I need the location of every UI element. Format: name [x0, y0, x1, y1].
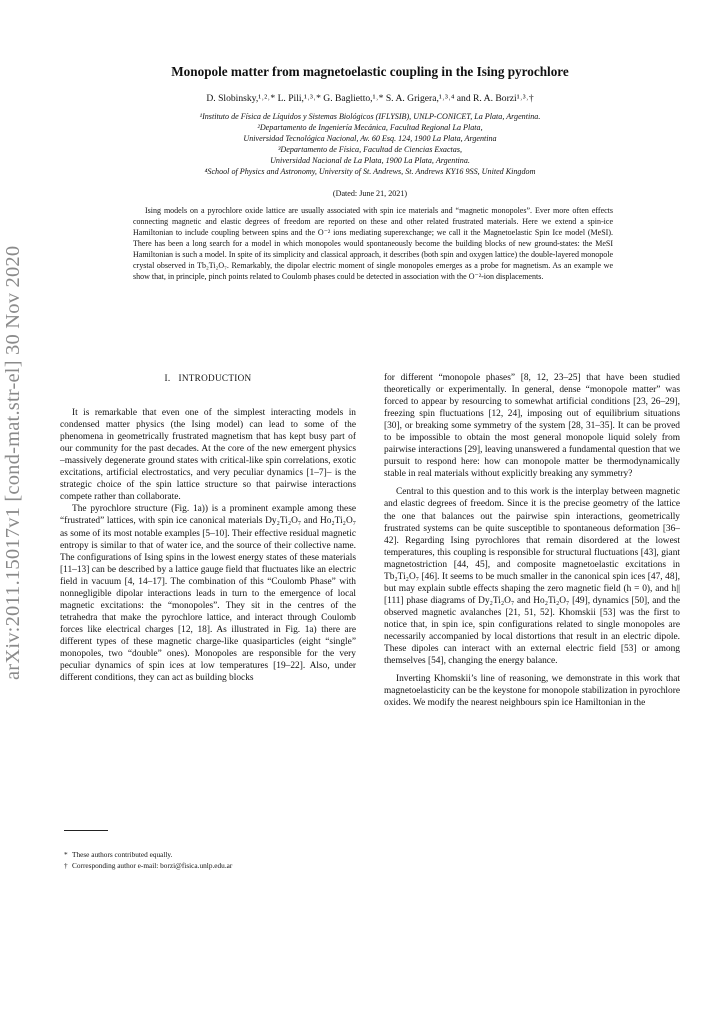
footnote-mark: *	[64, 850, 68, 859]
footnote-text: These authors contributed equally.	[72, 850, 173, 859]
body-paragraph: for different “monopole phases” [8, 12, 23–25] that have been studied theoretically or experimentally. In general, dense “monopole matter” was forced to appear by resourcing to somewhat artificial conditions [23, 26–29], freezing spin fluctuations [12, 24], imposing out of equilibrium situations [30], or breaking some symmetry of the system [28, 31–35]. It can be proved to be impossible to obtain the most general monopole liquid solely from pairwise interactions [29], leaving unanswered a fundamental question that we pursuit to respond here: how can monopole matter be thermodynamically stable in real materials without explicitly breaking any symmetry?	[384, 373, 680, 480]
abstract	[133, 206, 613, 283]
body-paragraph: Inverting Khomskii’s line of reasoning, we demonstrate in this work that magnetoelasticity can be the keystone for monopole stabilization in pyrochlore oxides. We modify the nearest neighbours spin ice Hamiltonian in the	[384, 674, 681, 709]
section-title: INTRODUCTION	[178, 373, 252, 383]
paper-title: Monopole matter from magnetoelastic coupling in the Ising pyrochlore	[171, 64, 569, 79]
date-line: (Dated: June 21, 2021)	[332, 189, 408, 198]
footnote	[64, 850, 360, 861]
affiliation-line: ³Departamento de Física, Facultad de Ciencias Exactas,	[277, 145, 463, 155]
affiliations	[70, 111, 670, 178]
body-paragraph: It is remarkable that even one of the simplest interacting models in condensed matter physics (the Ising model) can lead to some of the phenomena in geometrically frustrated magnetism that has kept busy part of our community for the past decades. At the core of the new emergent physics –massively degenerate ground states with critical-like spin correlations, exotic excitations, artificial electrostatics, and very peculiar dynamics [1–7]– is the strategic choice of the spin lattice structure so that pairwise interactions compete rather than collaborate.	[60, 408, 356, 503]
section-number: I.	[164, 373, 171, 383]
footnote	[64, 861, 360, 872]
right-column	[384, 372, 680, 709]
affiliation-line: ⁴School of Physics and Astronomy, University of St. Andrews, St. Andrews KY16 9SS, United Kingdom	[204, 167, 536, 177]
footnotes	[64, 850, 360, 871]
left-column	[60, 372, 356, 684]
footnote-divider	[64, 830, 108, 831]
affiliation-line: ²Departamento de Ingeniería Mecánica, Facultad Regional La Plata,	[257, 123, 483, 133]
section-heading	[60, 372, 356, 384]
body-paragraph: Central to this question and to this work is the interplay between magnetic and elastic degrees of freedom. Since it is the precise geometry of the lattice the one that balances out the pairwise spin interactions, geometrically frustrated systems can be quite susceptible to spontaneous deformation [36–42]. Regarding Ising pyrochlores that remain disordered at the lowest temperatures, this coupling is responsible for structural fluctuations [43], giant magnetostriction [44, 45], and composite magnetoelastic excitations in Tb₂Ti₂O₇ [46]. It seems to be much smaller in the canonical spin ices [47, 48], but may explain subtle effects shaping the zero magnetic field (h = 0), and h||[111] phase diagrams of Dy₂Ti₂O₇ and Ho₂Ti₂O₇ [49], dynamics [50], and the observed magnetic avalanches [21, 51, 52]. Khomskii [53] was the first to notice that, in spin ice, spin configurations related to single monopoles are necessarily accompanied by local distortions that result in an electric dipole. These dipoles can interact with an external electric field [53] or among themselves [54], changing the energy balance.	[384, 487, 680, 667]
body-paragraph: The pyrochlore structure (Fig. 1a)) is a prominent example among these “frustrated” lattices, with spin ice canonical materials Dy₂Ti₂O₇ and Ho₂Ti₂O₇ as some of its most notable examples [5–10]. Their effective residual magnetic entropy is similar to that of water ice, and the source of their collective name. The configurations of Ising spins in the lowest energy states of these materials [11–13] can be described by a lattice gauge field that fluctuates like an electric field in vacuum [4, 14–17]. The combination of this “Coulomb Phase” with nonnegligible dipolar interactions leads in turn to the emergence of local magnetic excitations: the “monopoles”. They sit in the centres of the tetrahedra that make the pyrochlore lattice, and interact through Coulomb forces like electrical charges [12, 18]. As illustrated in Fig. 1a) there are different types of these magnetic charge-like quasiparticles (eight “single” monopoles, two “double” ones). Monopoles are responsible for the very peculiar dynamics of spin ices at low temperatures [19–22]. Also, under different conditions, they can act as building blocks	[60, 504, 356, 684]
affiliation-line: ¹Instituto de Física de Líquidos y Sistemas Biológicos (IFLYSIB), UNLP-CONICET, La Plata, Argentina.	[199, 112, 541, 121]
affiliation-line: Universidad Nacional de La Plata, 1900 La Plata, Argentina.	[270, 156, 470, 166]
footnote-mark: †	[64, 860, 68, 870]
abstract-text: Ising models on a pyrochlore oxide lattice are usually associated with spin ice materials and “magnetic monopoles”. Ever more often effects connecting magnetic and elastic degrees of freedom are reported on these and other related frustrated materials. Here we extend a spin-ice Hamiltonian to include coupling between spins and the O⁻² ions mediating superexchange; we call it the Magnetoelastic Spin Ice model (MeSI). There has been a long search for a model in which monopoles would spontaneously become the building blocks of new ground-states: the MeSI Hamiltonian is such a model. In spite of its simplicity and classical approach, it describes (both spin and oxygen lattice) the double-layered monopole crystal observed in Tb₂Ti₂O₇. Remarkably, the dipolar electric moment of single monopoles emerges as a probe for magnetism. As an example we show that, in principle, pinch points related to Coulomb phases could be detected in association with the O⁻²-ion displacements.	[133, 206, 613, 281]
author-list: D. Slobinsky,¹˒²˒* L. Pili,¹˒³˒* G. Baglietto,¹˒* S. A. Grigera,¹˒³˒⁴ and R. A. Borzi¹˒³˒†	[206, 93, 534, 104]
footnote-text: Corresponding author e-mail: borzi@fisica.unlp.edu.ar	[72, 860, 233, 870]
arxiv-identifier: arXiv:2011.15017v1 [cond-mat.str-el] 30 Nov 2020	[2, 245, 24, 680]
affiliation-line: Universidad Tecnológica Nacional, Av. 60 Esq. 124, 1900 La Plata, Argentina	[243, 134, 497, 144]
